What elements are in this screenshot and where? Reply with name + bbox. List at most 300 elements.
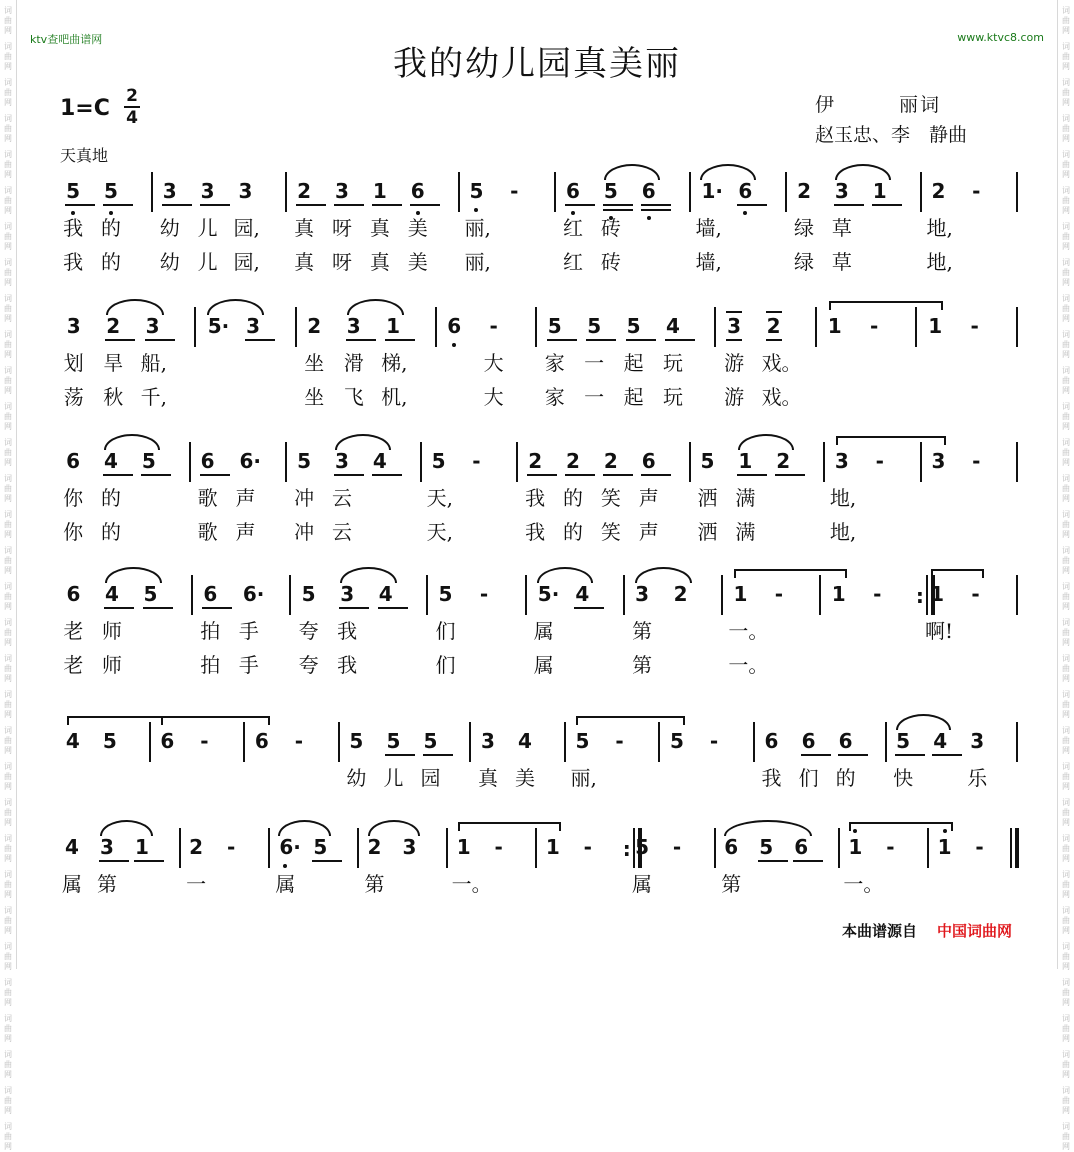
lyric-syllable: 玩 <box>663 385 684 409</box>
note: 6 <box>738 179 753 203</box>
lyric-syllable: 墙, <box>695 216 722 240</box>
underline-beam <box>834 204 864 206</box>
lyric-syllable: 笑 <box>600 486 621 510</box>
underline-beam <box>895 754 925 756</box>
tie-line <box>576 716 685 718</box>
lyric-syllable: 第 <box>721 872 742 896</box>
dash-note: - <box>886 835 895 859</box>
note: 6 <box>794 835 809 859</box>
edge-watermark-text: 词 曲 网 <box>1062 438 1070 467</box>
dash-note: - <box>672 835 682 859</box>
underline-beam <box>372 474 402 476</box>
note: 5 <box>626 314 641 338</box>
lyric-syllable: 我 <box>63 216 84 240</box>
edge-watermark-text: 词 曲 网 <box>4 654 12 683</box>
lyric-syllable: 梯, <box>381 351 408 375</box>
note: 5 <box>635 835 649 859</box>
edge-watermark-text: 词 曲 网 <box>4 870 12 899</box>
lyric-syllable: 美 <box>407 216 428 240</box>
underline-beam <box>758 860 788 862</box>
note: 3 <box>931 449 946 473</box>
barline <box>623 575 625 615</box>
barline <box>1016 722 1018 762</box>
barline <box>689 442 691 482</box>
dash-note: - <box>294 729 304 753</box>
note: 3 <box>727 314 742 338</box>
lyric-syllable: 云 <box>332 486 353 510</box>
note: 5· <box>207 314 230 338</box>
lyric-syllable: 园, <box>233 216 260 240</box>
low-octave-dot <box>647 216 651 220</box>
lyric-syllable: 千, <box>140 385 167 409</box>
lyric-syllable: 满 <box>735 520 756 544</box>
lyric-syllable: 砖 <box>600 216 621 240</box>
edge-watermark-text: 词 曲 网 <box>4 438 12 467</box>
lyric-syllable: 师 <box>101 619 122 643</box>
edge-watermark-text: 词 曲 网 <box>4 1122 12 1151</box>
slur-arc <box>738 434 794 450</box>
lyric-syllable: 手 <box>238 653 259 677</box>
underline-beam <box>200 204 230 206</box>
high-octave-dot <box>853 829 857 833</box>
lyric-syllable: 属 <box>533 619 554 643</box>
edge-watermark-text: 词 曲 网 <box>4 6 12 35</box>
lyric-syllable: 家 <box>544 351 565 375</box>
edge-watermark-text: 词 曲 网 <box>1062 690 1070 719</box>
edge-watermark-text: 词 曲 网 <box>1062 258 1070 287</box>
lyric-syllable: 云 <box>332 520 353 544</box>
lyric-syllable: 幼 <box>159 216 180 240</box>
edge-watermark-text: 词 曲 网 <box>4 222 12 251</box>
barline <box>689 172 691 212</box>
slur-arc <box>207 299 264 315</box>
lyric-syllable: 第 <box>364 872 385 896</box>
barline <box>658 722 660 762</box>
note: 5 <box>313 835 328 859</box>
barline <box>535 828 537 868</box>
note: 2 <box>566 449 580 473</box>
edge-watermark-text: 词 曲 网 <box>1062 150 1070 179</box>
edge-watermark-text: 词 曲 网 <box>4 510 12 539</box>
tie-line <box>161 716 270 718</box>
note: 2 <box>307 314 322 338</box>
lyric-syllable: 第 <box>96 872 117 896</box>
barline <box>289 575 291 615</box>
edge-watermark-text: 词 曲 网 <box>1062 978 1070 1007</box>
lyric-syllable: 们 <box>435 653 456 677</box>
underline-beam <box>737 474 767 476</box>
dash-note: - <box>970 314 979 338</box>
lyric-syllable: 美 <box>407 250 428 274</box>
barline <box>714 307 716 347</box>
tie-line <box>849 822 952 824</box>
note: 3 <box>335 179 349 203</box>
dash-note: - <box>873 582 882 606</box>
edge-watermark-text: 词 曲 网 <box>1062 78 1070 107</box>
slur-arc <box>335 434 391 450</box>
edge-watermark-text: 词 曲 网 <box>4 474 12 503</box>
barline <box>1016 442 1018 482</box>
edge-watermark-text: 词 曲 网 <box>1062 618 1070 647</box>
underline-beam <box>838 754 868 756</box>
barline <box>189 442 191 482</box>
underline-beam <box>626 339 656 341</box>
lyric-syllable: 老 <box>63 653 84 677</box>
underline-dash <box>726 339 742 341</box>
note: 1· <box>701 179 723 203</box>
time-signature-top: 2 <box>126 86 138 106</box>
credits <box>815 90 1015 150</box>
edge-watermark-text: 词 曲 网 <box>4 186 12 215</box>
note: 2 <box>297 179 312 203</box>
barline <box>785 172 787 212</box>
lyric-syllable: 的 <box>101 486 122 510</box>
lyric-syllable: 夸 <box>298 619 319 643</box>
note: 6 <box>764 729 779 753</box>
underline-beam <box>334 474 364 476</box>
lyric-syllable: 一。 <box>451 872 492 896</box>
edge-watermark-text: 词 曲 网 <box>1062 906 1070 935</box>
slur-arc <box>347 299 404 315</box>
lyric-syllable: 呀 <box>332 216 353 240</box>
edge-watermark-text: 词 曲 网 <box>4 906 12 935</box>
underline-beam <box>737 204 767 206</box>
footer-site: 中国词曲网 <box>937 922 1013 940</box>
final-barline-thick <box>1015 828 1019 868</box>
lyric-syllable: 红 <box>563 250 584 274</box>
lyric-syllable: 拍 <box>200 653 221 677</box>
note: 5 <box>349 729 364 753</box>
edge-watermark-text: 词 曲 网 <box>1062 330 1070 359</box>
note: 4 <box>65 729 80 753</box>
barline <box>815 307 817 347</box>
underline-beam <box>162 204 192 206</box>
edge-watermark-text: 词 曲 网 <box>4 978 12 1007</box>
edge-watermark-text: 词 曲 网 <box>1062 402 1070 431</box>
repeat-sign: : <box>915 584 924 608</box>
underline-beam <box>143 607 173 609</box>
lyric-syllable: 一 <box>584 385 605 409</box>
note: 1 <box>930 582 944 606</box>
note: 4 <box>372 449 387 473</box>
underline-beam <box>423 754 453 756</box>
barline <box>285 442 287 482</box>
dash-note: - <box>869 314 879 338</box>
edge-watermark-text: 词 曲 网 <box>1062 474 1070 503</box>
lyric-syllable: 我 <box>525 520 546 544</box>
lyric-syllable: 满 <box>735 486 756 510</box>
lyric-syllable: 幼 <box>346 766 367 790</box>
underline-beam <box>641 204 671 206</box>
composer-credit: 赵玉忠、李 静曲 <box>815 124 968 146</box>
lyric-syllable: 我 <box>525 486 546 510</box>
edge-watermark-text: 词 曲 网 <box>4 150 12 179</box>
note: 2 <box>189 835 204 859</box>
edge-watermark-text: 词 曲 网 <box>4 942 12 971</box>
lyric-syllable: 滑 <box>343 351 364 375</box>
lyric-syllable: 笑 <box>600 520 621 544</box>
lyric-syllable: 真 <box>369 216 390 240</box>
dash-note: - <box>774 582 784 606</box>
edge-watermark-text: 词 曲 网 <box>1062 42 1070 71</box>
note: 5 <box>603 179 618 203</box>
note: 1 <box>456 835 471 859</box>
slur-arc <box>104 434 160 450</box>
edge-watermark-text: 词 曲 网 <box>1062 1086 1070 1115</box>
note: 6· <box>239 449 261 473</box>
lyric-syllable: 乐 <box>967 766 988 790</box>
lyric-syllable: 游 <box>724 351 745 375</box>
note: 4 <box>104 449 118 473</box>
edge-watermark-text: 词 曲 网 <box>1062 6 1070 35</box>
note: 2 <box>797 179 811 203</box>
note: 6 <box>641 449 656 473</box>
lyric-syllable: 儿 <box>383 766 404 790</box>
underline-beam <box>665 339 695 341</box>
underline-beam <box>932 754 962 756</box>
tie-line <box>931 569 984 571</box>
edge-watermark-text: 词 曲 网 <box>4 114 12 143</box>
source-watermark-left: ktv查吧曲谱网 <box>30 33 103 46</box>
lyric-syllable: 丽, <box>464 250 491 274</box>
underline-beam <box>385 339 415 341</box>
underline-beam <box>547 339 577 341</box>
note: 6 <box>641 179 656 203</box>
slur-arc <box>368 820 421 836</box>
lyric-syllable: 的 <box>101 520 122 544</box>
slur-arc <box>724 820 812 836</box>
edge-watermark-text: 词 曲 网 <box>1062 762 1070 791</box>
edge-watermark-text: 词 曲 网 <box>4 366 12 395</box>
lyric-syllable: 游 <box>724 385 745 409</box>
underline-beam <box>385 754 415 756</box>
note: 6 <box>66 582 81 606</box>
note: 6 <box>254 729 269 753</box>
underline-beam <box>200 474 230 476</box>
lyric-syllable: 我 <box>63 250 84 274</box>
barline <box>191 575 193 615</box>
dash-note: - <box>479 582 489 606</box>
lyric-syllable: 我 <box>337 653 358 677</box>
edge-watermark-text: 词 曲 网 <box>1062 1014 1070 1043</box>
note: 5 <box>143 582 158 606</box>
lyric-syllable: 洒 <box>697 520 718 544</box>
lyric-syllable: 幼 <box>159 250 180 274</box>
barline <box>268 828 270 868</box>
lyric-syllable: 的 <box>563 520 584 544</box>
note: 5 <box>896 729 911 753</box>
low-octave-dot <box>109 211 113 215</box>
lyric-syllable: 我 <box>337 619 358 643</box>
barline <box>721 575 723 615</box>
underline-beam <box>565 474 595 476</box>
barline <box>194 307 196 347</box>
underline-beam <box>641 474 671 476</box>
time-signature <box>122 86 142 128</box>
note: 5 <box>386 729 401 753</box>
edge-watermark-text: 词 曲 网 <box>4 42 12 71</box>
note: 6 <box>838 729 853 753</box>
lyric-syllable: 真 <box>294 250 315 274</box>
note: 2 <box>603 449 618 473</box>
barline <box>819 575 821 615</box>
slur-arc <box>604 164 660 180</box>
barline <box>823 442 825 482</box>
song-title: 我的幼儿园真美丽 <box>393 44 681 84</box>
lyric-syllable: 属 <box>275 872 296 896</box>
lyric-syllable: 墙, <box>695 250 722 274</box>
lyric-syllable: 地, <box>926 250 953 274</box>
underline-beam <box>603 474 633 476</box>
lyric-syllable: 园, <box>233 250 260 274</box>
barline <box>338 722 340 762</box>
lyric-syllable: 的 <box>835 766 856 790</box>
barline <box>1016 307 1018 347</box>
lyric-syllable: 师 <box>101 653 122 677</box>
edge-watermark-text: 词 曲 网 <box>4 798 12 827</box>
barline <box>564 722 566 762</box>
underline-beam <box>334 204 364 206</box>
note: 3 <box>145 314 160 338</box>
underline-beam <box>202 607 232 609</box>
underline-beam <box>410 204 440 206</box>
barline <box>458 172 460 212</box>
lyric-syllable: 戏。 <box>761 385 802 409</box>
underline-beam <box>641 209 671 211</box>
lyric-syllable: 的 <box>101 216 122 240</box>
overline-dash <box>766 311 782 313</box>
note: 1 <box>386 314 401 338</box>
barline <box>435 307 437 347</box>
low-octave-dot <box>743 211 747 215</box>
note: 1 <box>937 835 952 859</box>
edge-watermark-text: 词 曲 网 <box>4 546 12 575</box>
edge-watermark-text: 词 曲 网 <box>1062 582 1070 611</box>
note: 5 <box>700 449 715 473</box>
lyric-syllable: 大 <box>483 351 504 375</box>
lyric-syllable: 天, <box>426 520 453 544</box>
note: 5 <box>297 449 312 473</box>
lyric-syllable: 属 <box>632 872 653 896</box>
edge-watermark-text: 词 曲 网 <box>1062 294 1070 323</box>
dash-note: - <box>875 449 884 473</box>
lyric-syllable: 园 <box>420 766 441 790</box>
note: 5 <box>431 449 446 473</box>
lyric-syllable: 坐 <box>304 385 325 409</box>
lyric-syllable: 一 <box>584 351 605 375</box>
edge-watermark-text: 词 曲 网 <box>4 1086 12 1115</box>
edge-watermark-text: 词 曲 网 <box>4 330 12 359</box>
barline <box>927 828 929 868</box>
underline-beam <box>245 339 275 341</box>
note: 5 <box>66 179 81 203</box>
note: 5 <box>102 729 117 753</box>
note: 1 <box>134 835 149 859</box>
dash-note: - <box>494 835 503 859</box>
slur-arc <box>340 567 397 583</box>
lyric-syllable: 地, <box>829 486 857 510</box>
repeat-barline <box>926 575 928 615</box>
lyric-syllable: 草 <box>831 216 852 240</box>
barline <box>753 722 755 762</box>
underline-beam <box>872 204 902 206</box>
footer-source <box>842 920 1012 941</box>
underline-beam <box>103 474 133 476</box>
note: 3 <box>200 179 215 203</box>
lyric-syllable: 我 <box>761 766 782 790</box>
edge-watermark-text: 词 曲 网 <box>4 78 12 107</box>
lyric-syllable: 真 <box>294 216 315 240</box>
note: 5 <box>759 835 774 859</box>
edge-watermark-text: 词 曲 网 <box>1062 942 1070 971</box>
lyric-syllable: 丽, <box>464 216 491 240</box>
note: 6 <box>447 314 462 338</box>
lyric-syllable: 一。 <box>728 619 769 643</box>
lyric-syllable: 船, <box>140 351 167 375</box>
slur-arc <box>537 567 594 583</box>
note: 4 <box>65 835 79 859</box>
key-signature: 1=C <box>60 96 110 121</box>
edge-watermark-text: 词 曲 网 <box>1062 114 1070 143</box>
barline <box>151 172 153 212</box>
note: 3 <box>335 449 349 473</box>
lyric-syllable: 属 <box>533 653 554 677</box>
slur-arc <box>700 164 756 180</box>
note: 2 <box>766 314 781 338</box>
tie-line <box>829 301 944 303</box>
edge-watermark-text: 词 曲 网 <box>4 762 12 791</box>
lyric-syllable: 划 <box>63 351 84 375</box>
underline-beam <box>574 607 604 609</box>
lyric-syllable: 手 <box>238 619 259 643</box>
underline-beam <box>312 860 342 862</box>
note: 6 <box>66 449 81 473</box>
barline <box>1016 172 1018 212</box>
note: 1 <box>872 179 887 203</box>
underline-beam <box>105 339 135 341</box>
lyric-syllable: 声 <box>235 486 256 510</box>
lyric-syllable: 拍 <box>200 619 221 643</box>
slur-arc <box>896 714 951 730</box>
lyric-syllable: 真 <box>369 250 390 274</box>
note: 1 <box>928 314 943 338</box>
barline <box>714 828 716 868</box>
note: 4 <box>666 314 680 338</box>
lyric-syllable: 荡 <box>63 385 84 409</box>
dash-note: - <box>972 449 981 473</box>
lyric-syllable: 旱 <box>103 351 124 375</box>
barline <box>525 575 527 615</box>
underline-beam <box>339 607 369 609</box>
note: 1 <box>827 314 842 338</box>
note: 3 <box>970 729 985 753</box>
lyric-syllable: 绿 <box>794 216 815 240</box>
note: 5 <box>547 314 562 338</box>
underline-beam <box>103 204 133 206</box>
edge-watermark-text: 词 曲 网 <box>4 582 12 611</box>
repeat-sign: : <box>622 837 631 861</box>
low-octave-dot <box>452 343 456 347</box>
note: 5 <box>670 729 684 753</box>
dash-note: - <box>971 582 980 606</box>
dash-note: - <box>975 835 984 859</box>
edge-watermark-text: 词 曲 网 <box>4 726 12 755</box>
dash-note: - <box>200 729 209 753</box>
slur-arc <box>278 820 331 836</box>
barline <box>179 828 181 868</box>
note: 5 <box>141 449 156 473</box>
edge-watermark-text: 词 曲 网 <box>1062 726 1070 755</box>
